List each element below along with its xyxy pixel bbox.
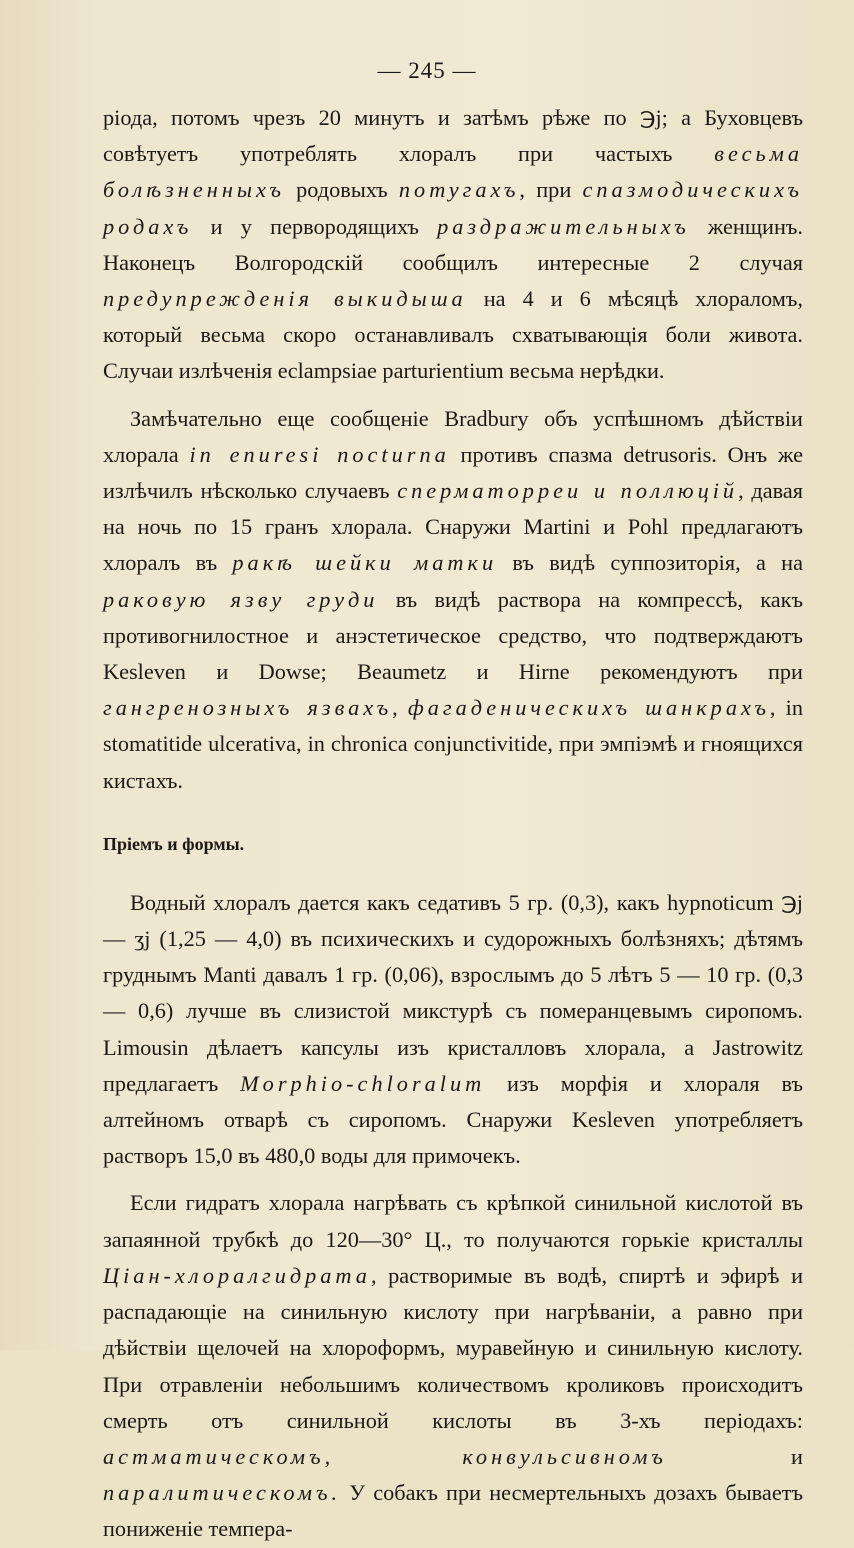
emphasis-run: предупрежденія выкидыша (103, 286, 467, 312)
emphasis-run: весьма болѣзненныхъ (103, 141, 803, 203)
paragraph-4 (103, 1185, 803, 1547)
text-run: Водный хлоралъ дается какъ седативъ 5 гр. (0,3), какъ hypnoticum ℈j — ʒj (1,25 — 4,0) въ психическихъ и судорожныхъ болѣзняхъ; дѣтямъ груднымъ Manti давалъ 1 гр. (0,06), взрослымъ до 5 лѣтъ 5 — 10 гр. (0,3 — 0,6) лучше въ слизистой микстурѣ съ померанцевымъ сиропомъ. Limousin дѣлаетъ капсулы изъ кристалловъ хлорала, а Jastrowitz предлагаетъ (103, 889, 803, 1096)
text-run: изъ морфія и хлораля въ алтейномъ отварѣ съ сиропомъ. Снаружи Kesleven употребляетъ растворъ 15,0 въ 480,0 воды для примочекъ. (103, 1070, 804, 1169)
emphasis-run: фагаденическихъ шанкрахъ (407, 695, 770, 721)
text-run: У собакъ при несмертельныхъ дозахъ бываетъ пониженіе темпера- (103, 1480, 803, 1542)
emphasis-run: спазмодическихъ родахъ (103, 177, 803, 239)
emphasis-run: сперматорреи и поллюцій (397, 478, 739, 504)
text-run: на 4 и 6 мѣсяцѣ хлораломъ, который весьма скоро останавливалъ схватывающія боли живота. Случаи излѣченія eclampsiae parturientium весьма нерѣдки. (103, 286, 803, 384)
paragraph-3 (103, 885, 803, 1175)
text-run: противъ спазма detrusoris. Онъ же излѣчилъ нѣсколько случаевъ (103, 441, 803, 504)
paragraph-1 (103, 100, 803, 390)
text-run: , растворимые въ водѣ, спиртѣ и эфирѣ и распадающіе на синильную кислоту при нагрѣваніи, а равно при дѣйствіи щелочей на хлороформъ, муравейную и синильную кислоту. При отравленіи небольшимъ количествомъ кроликовъ происходитъ смерть отъ синильной кислоты въ 3-хъ періодахъ: (103, 1262, 803, 1433)
text-run: женщинъ. Наконецъ Волгородскій сообщилъ интересные 2 случая (103, 213, 803, 275)
text-run: ріода, потомъ чрезъ 20 минутъ и затѣмъ рѣже по ℈j; а Буховцевъ совѣтуетъ употреблять хлоралъ при частыхъ (103, 105, 803, 167)
emphasis-run: ракѣ шейки матки (232, 550, 498, 576)
emphasis-run: Morphio-chloralum (240, 1070, 486, 1096)
emphasis-run: потугахъ (398, 177, 520, 203)
text-run: , in stomatitide ulcerativa, in chronica conjunctivitide, при эмпіэмѣ и гноящихся кистахъ. (103, 695, 803, 793)
text-run: въ видѣ суппозиторія, а на (497, 550, 803, 576)
page-body (103, 100, 803, 1548)
section-heading: Пріемъ и формы. (103, 833, 245, 854)
emphasis-run: паралитическомъ. (103, 1480, 342, 1506)
text-run: , давая на ночь по 15 гранъ хлорала. Снаружи Martini и Pohl предлагаютъ хлоралъ въ (103, 478, 803, 576)
page-number: — 245 — (377, 58, 477, 83)
text-run: , (392, 695, 408, 721)
text-run: и (666, 1443, 803, 1469)
text-run: Если гидратъ хлорала нагрѣвать съ крѣпкой синильной кислотой въ запаянной трубкѣ до 120—30° Ц., то получаются горькіе кристаллы (103, 1190, 803, 1252)
paragraph-2 (103, 401, 803, 799)
emphasis-run: астматическомъ, конвульсивномъ (103, 1443, 667, 1469)
emphasis-run: раковую язву груди (103, 586, 379, 612)
emphasis-run: in enuresi nocturna (189, 441, 450, 467)
text-run: и у первородящихъ (192, 213, 438, 239)
text-run: въ видѣ раствора на компрессѣ, какъ противогнилостное и анэстетическое средство, что подтверждаютъ Kesleven и Dowse; Beaumetz и Hirne рекомендуютъ при (103, 586, 803, 685)
emphasis-run: гангренозныхъ язвахъ (103, 695, 393, 721)
text-run: Замѣчательно еще сообщеніе Bradbury объ успѣшномъ дѣйствіи хлорала (103, 405, 803, 467)
text-run: родовыхъ (284, 177, 399, 203)
text-run: , при (519, 177, 583, 203)
emphasis-run: раздражительныхъ (437, 213, 690, 239)
emphasis-run: Ціан-хлоралгидрата (103, 1262, 371, 1288)
